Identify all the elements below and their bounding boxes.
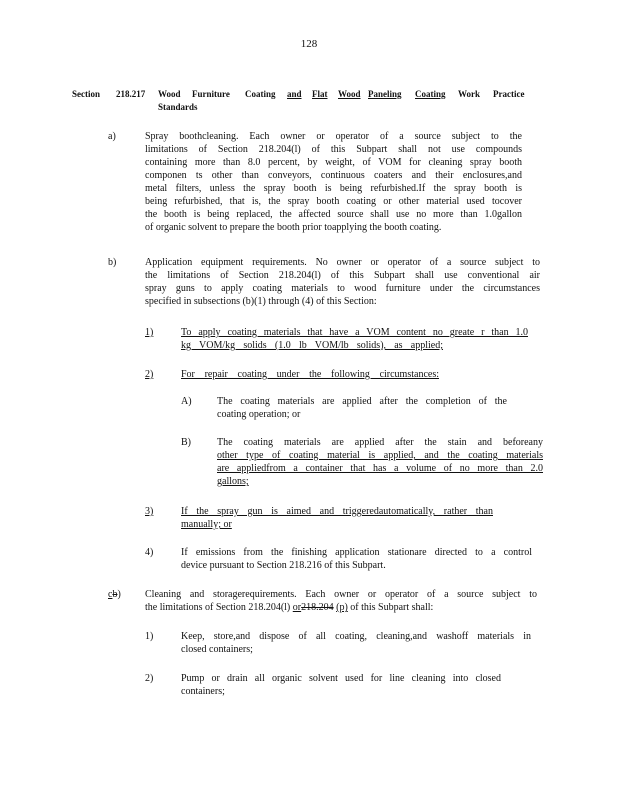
- text-line: componen ts other than conveyors, continuous coaters and their enclosures,and: [145, 170, 522, 181]
- text-line: kg VOM/kg solids (1.0 lb VOM/lb solids), as applied;: [181, 340, 443, 351]
- title-word: Wood: [338, 89, 361, 99]
- item-label: A): [181, 396, 192, 407]
- text-line: specified in subsections (b)(1) through (4) of this Section:: [145, 296, 377, 307]
- title-word: Furniture: [192, 89, 230, 99]
- title-word: and: [287, 89, 302, 99]
- title-word: Paneling: [368, 89, 402, 99]
- item-label: 1): [145, 327, 154, 338]
- section-heading-line1: [72, 88, 542, 101]
- text-line: Spray boothcleaning. Each owner or operator of a source subject to the: [145, 131, 522, 142]
- title-word: Wood: [158, 89, 181, 99]
- title-word: Coating: [245, 89, 276, 99]
- title-word: Coating: [415, 89, 446, 99]
- text-line: manually; or: [181, 519, 232, 530]
- text-line: limitations of Section 218.204(l) of this Subpart shall not use compounds: [145, 144, 522, 155]
- item-c1-text: [181, 630, 531, 656]
- label-inserted: c: [108, 589, 113, 600]
- text-line: Cleaning and storagerequirements. Each owner or operator of a source subject to: [145, 589, 537, 600]
- section-number: 218.217: [116, 89, 146, 99]
- paragraph-a-text: [145, 130, 522, 234]
- paragraph-b-text: [145, 256, 540, 308]
- text-line: For repair coating under the following circumstances:: [181, 369, 439, 380]
- text-line: gallons;: [217, 476, 249, 487]
- text-line: Application equipment requirements. No owner or operator of a source subject to: [145, 257, 540, 268]
- text-line: containers;: [181, 686, 225, 697]
- paragraph-label: [108, 588, 121, 601]
- text-deleted: 218.204: [301, 602, 334, 613]
- title-word: Work: [458, 89, 481, 99]
- text-line: spray guns to apply coating materials to wood furniture under the circumstances: [145, 283, 540, 294]
- item-b4-text: [181, 546, 532, 572]
- text-line: the limitations of Section 218.204(l) of this Subpart shall use conventional air: [145, 270, 540, 281]
- item-label: 3): [145, 506, 154, 517]
- paragraph-label: a): [108, 131, 116, 142]
- text-line: other type of coating material is applied, and the coating materials: [217, 450, 543, 461]
- text-line: closed containers;: [181, 644, 253, 655]
- item-b3-text: [181, 505, 493, 531]
- label-deleted: b: [112, 589, 118, 600]
- text-line: Keep, store,and dispose of all coating, cleaning,and washoff materials in: [181, 631, 531, 642]
- text-line: containing more than 8.0 percent, by weight, of VOM for cleaning spray booth: [145, 157, 522, 168]
- item-label: 2): [145, 369, 154, 380]
- item-b2a-text: [217, 395, 507, 421]
- item-label: 1): [145, 631, 154, 642]
- item-label: 2): [145, 673, 154, 684]
- text-line: The coating materials are applied after the stain and beforeany: [217, 437, 543, 448]
- title-word: Practice: [493, 89, 525, 99]
- text-line: coating operation; or: [217, 409, 301, 420]
- text-line: [145, 601, 537, 614]
- text-line: metal filters, unless the spray booth is being refurbished.If the spray booth is: [145, 183, 522, 194]
- section-heading: [72, 88, 542, 114]
- text-line: device pursuant to Section 218.216 of this Subpart.: [181, 560, 386, 571]
- text-line: being refurbished, that is, the spray booth coating or other material used tocover: [145, 196, 522, 207]
- item-b1-text: [181, 326, 528, 352]
- page-number: 128: [300, 38, 318, 50]
- text-line: are appliedfrom a container that has a volume of no more than 2.0: [217, 463, 543, 474]
- item-label: B): [181, 437, 191, 448]
- section-heading-line2: Standards: [158, 102, 198, 112]
- text-line: To apply coating materials that have a VOM content no greate r than 1.0: [181, 327, 528, 338]
- item-b2b-text: [217, 436, 543, 488]
- text-inserted: or: [292, 602, 302, 613]
- label-close: ): [117, 589, 121, 600]
- text-line: the booth is being replaced, the affected source shall use no more than 1.0gallon: [145, 209, 522, 220]
- text-inserted: (p): [336, 602, 348, 613]
- paragraph-c-text: [145, 588, 537, 614]
- item-label: 4): [145, 547, 154, 558]
- text-line: The coating materials are applied after the completion of the: [217, 396, 507, 407]
- text-run: the limitations of Section 218.204(l): [145, 602, 291, 613]
- title-word: Flat: [312, 89, 328, 99]
- text-line: of organic solvent to prepare the booth prior toapplying the booth coating.: [145, 222, 442, 233]
- item-c2-text: [181, 672, 501, 698]
- text-run: of this Subpart shall:: [350, 602, 434, 613]
- text-line: If emissions from the finishing application stationare directed to a control: [181, 547, 532, 558]
- section-label: Section: [72, 89, 100, 99]
- item-b2-text: [181, 368, 439, 381]
- text-line: If the spray gun is aimed and triggeredautomatically, rather than: [181, 506, 493, 517]
- text-line: Pump or drain all organic solvent used for line cleaning into closed: [181, 673, 501, 684]
- paragraph-label: b): [108, 257, 117, 268]
